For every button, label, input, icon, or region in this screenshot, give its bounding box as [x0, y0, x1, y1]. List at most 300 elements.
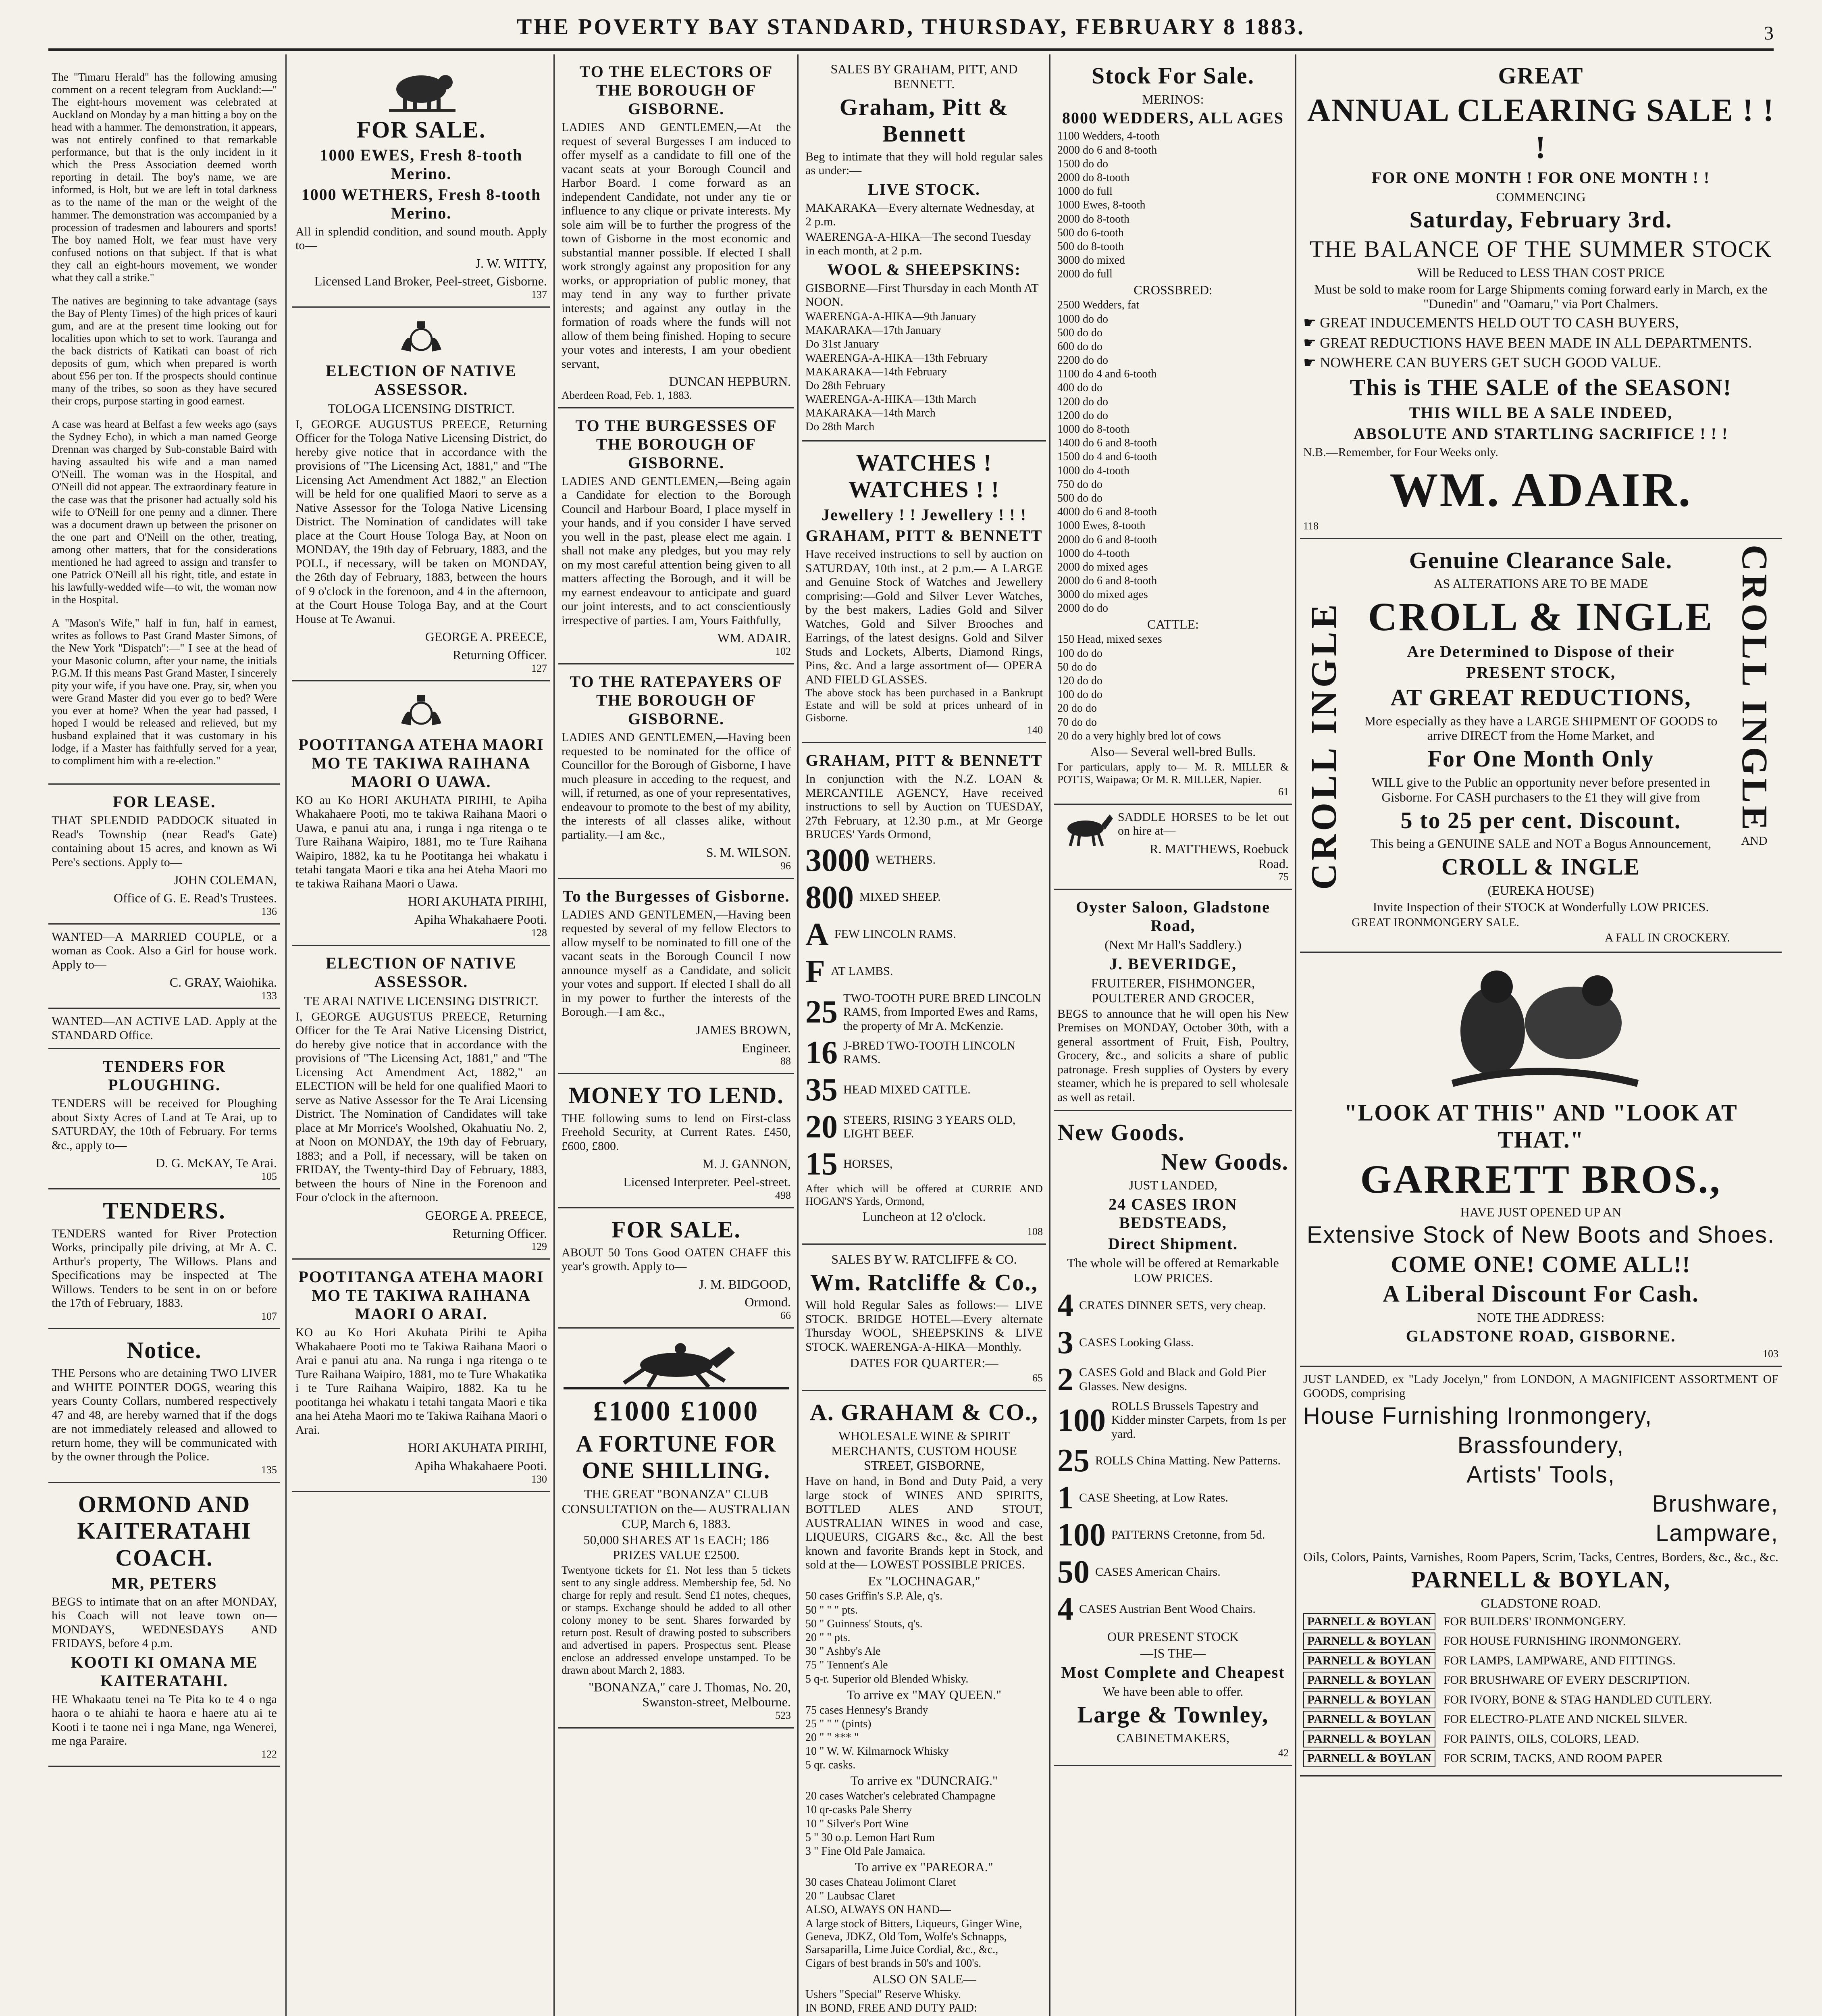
present-stock: OUR PRESENT STOCK [1107, 1629, 1239, 1644]
ad-body: Have received instructions to sell by auction on SATURDAY, 10th inst., at 2 p.m.— A LARGE and Genuine Stock of Watches and Jewellery comprising:—Gold and Silver Lever Watches, by the best makers, Ladies Gold and Silver Watches, Gold and Silver Brooches and Earrings, of the latest designs. Gold and Silver Studs and Lockets, Alberts, Diamond Rings, Pins, &c. And a large assortment of— OPERA AND FIELD GLASSES. [805, 548, 1043, 686]
eureka-house: (EUREKA HOUSE) [1487, 883, 1594, 898]
ad-signature: D. G. McKAY, Te Arai. [155, 1156, 277, 1170]
must-sell: Must be sold to make room for Large Shipments coming forward early in March, ex the "Dunedin" and "Oamaru," via Port Chalmers. [1314, 281, 1768, 311]
ad-subsignature: Returning Officer. [452, 1226, 547, 1241]
stock-line: 2000 do 8-tooth [1057, 171, 1129, 184]
stock-line: 1000 Ewes, 8-tooth [1057, 199, 1146, 212]
sale-schedule: WAERENGA-A-HIKA—The second Tuesday in each month, at 2 p.m. [805, 230, 1031, 258]
pb-name-box: PARNELL & BOYLAN [1303, 1613, 1435, 1631]
one-month: FOR ONE MONTH ! FOR ONE MONTH ! ! [1371, 168, 1710, 187]
lot-row [1057, 1324, 1289, 1361]
crockery-fall: A FALL IN CROCKERY. [1604, 931, 1730, 944]
ad-ratcliffe [802, 1245, 1046, 1391]
ad-subheading: (Next Mr Hall's Saddlery.) [1104, 937, 1242, 952]
stock-line: 1100 do 4 and 6-tooth [1057, 368, 1157, 381]
pb-name-box: PARNELL & BOYLAN [1303, 1633, 1435, 1650]
brassfoundery: Brassfoundery, [1457, 1432, 1624, 1458]
stock-line: 4000 do 6 and 8-tooth [1057, 506, 1157, 519]
shipment-line: 20 " Laubsac Claret [805, 1890, 895, 1903]
royal-crest-icon [397, 691, 445, 731]
pb-name-box: PARNELL & BOYLAN [1303, 1652, 1435, 1670]
ad-body: BEGS to announce that he will open his New Premises on MONDAY, October 30th, with a general assortment of Fruit, Fish, Poultry, Grocery, &c., and solicits a share of public patronage. Fresh supplies of Oysters by every steamer, which he is prepared to sell wholesale as well as retail. [1057, 1007, 1289, 1104]
sale-schedule: MAKARAKA—Every alternate Wednesday, at 2 p.m. [805, 201, 1035, 229]
ad-heading: ELECTION OF NATIVE ASSESSOR. [326, 954, 517, 991]
ad-nz-loan-auction [802, 743, 1046, 1245]
alterations: AS ALTERATIONS ARE TO BE MADE [1433, 576, 1648, 591]
determined: Are Determined to Dispose of their [1407, 642, 1675, 660]
ad-heading: TO THE BURGESSES OF THE BOROUGH OF GISBORNE. [575, 416, 777, 472]
ad-top-label: SALES BY W. RATCLIFFE & CO. [831, 1252, 1017, 1266]
lot-number: 16 [805, 1035, 838, 1071]
cattle-heading: CATTLE: [1147, 616, 1199, 631]
pb-item-row [1303, 1711, 1778, 1728]
column-rule [285, 54, 287, 2016]
fortune-amount: £1000 £1000 [593, 1396, 759, 1427]
shipment-line: 50 cases Griffin's S.P. Ale, q's. [805, 1590, 943, 1603]
ad-electors-hepburn [558, 54, 794, 408]
ad-stock-for-sale [1054, 54, 1292, 805]
stock-line: 600 do do [1057, 340, 1102, 353]
stock-line: 70 do do [1057, 716, 1097, 729]
shipment-line: 5 q-r. Superior old Blended Whisky. [805, 1672, 969, 1685]
ad-heading: New Goods. [1057, 1119, 1185, 1146]
pointing-hand-icon: ☛ [1303, 334, 1320, 351]
shipment-line: 20 cases Watcher's celebrated Champagne [805, 1790, 996, 1803]
able-to-offer: We have been able to offer. [1102, 1684, 1244, 1699]
stock-line: 2000 do do [1057, 602, 1108, 615]
stock-line: 1200 do do [1057, 409, 1108, 422]
lot-description: AT LAMBS. [830, 964, 893, 978]
ad-number: 102 [775, 646, 791, 658]
auctioneer-name: GRAHAM, PITT & BENNETT [805, 527, 1043, 545]
lot-number: 25 [1057, 1443, 1090, 1479]
garrett-name: GARRETT BROS., [1360, 1156, 1722, 1202]
pb-item-row [1303, 1633, 1778, 1650]
liberal-discount: A Liberal Discount For Cash. [1383, 1280, 1699, 1307]
sale-date: Do 28th March [805, 421, 875, 433]
ad-maori-election-arai [292, 1260, 550, 1492]
luncheon-note: Luncheon at 12 o'clock. [862, 1209, 986, 1224]
ad-note: After which will be offered at CURRIE AND HOGAN'S Yards, Ormond, [805, 1183, 1043, 1208]
ad-subsignature: Apiha Whakahaere Pooti. [414, 912, 547, 927]
ad-heading: FOR LEASE. [112, 793, 216, 811]
lot-number: 50 [1057, 1554, 1090, 1590]
column-3 [558, 54, 794, 2016]
lot-number: 100 [1057, 1517, 1106, 1553]
stock-line: 1100 Wedders, 4-tooth [1057, 130, 1160, 143]
ad-sheep-for-sale [292, 54, 550, 308]
article-kauri-gum: The natives are beginning to take advantage (says the Bay of Plenty Times) of the high prices of kauri gum, and are at the present time looking out for localities upon which to set to work. Tauranga and the back districts of Katikati can boast of rich deposits of gum, which when prepared is worth about £56 per ton. If the prospects should continue many of the tribes, so soon as they have secured their crops, purpose starting in good earnest. [52, 294, 277, 407]
stock-line: 1200 do do [1057, 395, 1108, 408]
ad-heading: ANNUAL CLEARING SALE ! ! ! [1307, 92, 1775, 165]
ad-body: I, GEORGE AUGUSTUS PREECE, Returning Officer for the Tologa Native Licensing District, do hereby give notice that in accordance with the provisions of "The Licensing Act, 1881," and "The Licensing Act Amendment Act 1882," an Election will be held for one qualified Maori to serve as a Native Assessor for the Tologa Native Licensing District. The Nomination of candidates will take place at the Court House Tologa Bay, at Noon on MONDAY, the 19th day of February, 1883, and the POLL, if necessary, will be taken on MONDAY, the 26th day of February, 1883, between the hours of 9 o'clock in the forenoon, and 4 in the afternoon, at the Court House Tologa Bay, and at the Court House at Te Awanui. [295, 417, 547, 626]
low-prices: The whole will be offered at Remarkable LOW PRICES. [1067, 1256, 1279, 1285]
lot-row [1057, 1287, 1289, 1324]
ad-croll-ingle [1300, 539, 1782, 953]
lot-description: CASES Gold and Black and Gold Pier Glasses. New designs. [1079, 1366, 1266, 1393]
lot-row [805, 1145, 1043, 1183]
ad-heading: WATCHES ! WATCHES ! ! [848, 449, 1000, 503]
ad-body: KO au Ko HORI AKUHATA PIRIHI, te Apiha Whakahaere Pooti, mo te takiwa Raihana Maori o Uawa, e panui atu ana, i runga i nga ritenga o te Ture Raihana Waipiro, 1881, mo te Ture Raihana Waipiro, 1882, ka tu he Pootitanga hei whakatu i tetahi tangata Maori e tika ana hei Ateha Maori mo te takiwa Raihana Maori o Uawa. [295, 793, 547, 890]
pb-item-row [1303, 1613, 1778, 1631]
lot-description: ROLLS China Matting. New Patterns. [1095, 1454, 1281, 1468]
shipment-line: 25 " " " (pints) [805, 1717, 871, 1730]
ad-heading: Genuine Clearance Sale. [1409, 547, 1673, 573]
pb-item-row [1303, 1691, 1778, 1709]
auction-lots [805, 842, 1043, 1183]
shipment-line: 5 qr. casks. [805, 1759, 856, 1772]
ad-body: Twentyone tickets for £1. Not less than 5 tickets sent to any single address. Membership fee, 5d. No charge for reply and result. Send £1 notes, cheques, or stamps. Exchange should be added to all other colony money to be sent. Shares forwarded by return post. Result of drawing posted to subscribers and advertised in papers. Prospectus sent. Please enclose an addressed envelope unstamped. To be drawn about March 2, 1883. [562, 1564, 791, 1677]
stock-line: 100 do do [1057, 688, 1102, 701]
direct-shipment: Direct Shipment. [1108, 1235, 1238, 1253]
cattle-also: Also— Several well-bred Bulls. [1090, 744, 1256, 759]
shipment-line: 3 " Fine Old Pale Jamaica. [805, 1845, 926, 1858]
look-at-this: "LOOK AT THIS" AND "LOOK AT THAT." [1344, 1100, 1738, 1153]
ad-heading: Stock For Sale. [1091, 62, 1255, 89]
stock-line: 1000 Ewes, 8-tooth [1057, 519, 1146, 532]
shipment-line: 5 " 30 o.p. Lemon Hart Rum [805, 1831, 935, 1844]
masthead [48, 10, 1774, 51]
absolute-sacrifice: ABSOLUTE AND STARTLING SACRIFICE ! ! ! [1353, 425, 1728, 443]
ad-subsignature: Office of G. E. Read's Trustees. [113, 891, 277, 906]
pb-item-text: FOR BUILDERS' IRONMONGERY. [1443, 1614, 1626, 1628]
pb-item-text: FOR PAINTS, OILS, COLORS, LEAD. [1443, 1732, 1639, 1745]
ad-subsignature: Ormond. [745, 1295, 791, 1310]
column-rule [797, 54, 799, 2016]
shipment-line: 75 " Tennent's Ale [805, 1659, 888, 1672]
horse-icon [1057, 810, 1114, 847]
ad-money-to-lend [558, 1074, 794, 1208]
lot-description: CASE Sheeting, at Low Rates. [1079, 1491, 1228, 1505]
lot-row [1057, 1361, 1289, 1398]
ad-chaff-for-sale [558, 1208, 794, 1329]
ad-number: 105 [261, 1170, 277, 1182]
pb-item-text: FOR BRUSHWARE OF EVERY DESCRIPTION. [1443, 1673, 1690, 1687]
ad-top-label: SALES BY GRAHAM, PITT, AND BENNETT. [830, 62, 1018, 91]
ad-name: MR, PETERS [111, 1574, 217, 1592]
address: GLADSTONE ROAD, GISBORNE. [1406, 1327, 1676, 1345]
stock-line: 750 do do [1057, 478, 1102, 491]
shipment-list [805, 1876, 1043, 1970]
ad-number: 122 [261, 1748, 277, 1760]
ad-subsignature: Aberdeen Road, Feb. 1, 1883. [562, 389, 692, 401]
cattle-list [1057, 633, 1289, 743]
stock-line: 500 do 6-tooth [1057, 226, 1124, 239]
ad-ratepayers-wilson [558, 664, 794, 879]
reductions: AT GREAT REDUCTIONS, [1390, 684, 1691, 710]
lot-row [805, 879, 1043, 916]
ad-heading: A FORTUNE FOR ONE SHILLING. [576, 1430, 777, 1484]
lot-number: 100 [1057, 1402, 1106, 1438]
ad-number: 130 [531, 1473, 547, 1485]
lot-description: MIXED SHEEP. [859, 890, 941, 904]
ad-saddle-horses [1054, 805, 1292, 890]
lot-number: 1 [1057, 1480, 1073, 1516]
ad-signature: "BONANZA," care J. Thomas, No. 20, Swanston-street, Melbourne. [589, 1680, 791, 1710]
ad-subsignature: Apiha Whakahaere Pooti. [414, 1458, 547, 1473]
goods-list [1057, 1287, 1289, 1628]
ad-number: 96 [780, 860, 791, 872]
lot-row [805, 990, 1043, 1035]
pb-item-row [1303, 1652, 1778, 1670]
cherubs-illustration [1436, 962, 1646, 1095]
shipment-line: 10 " Silver's Port Wine [805, 1817, 909, 1830]
pb-item-text: FOR LAMPS, LAMPWARE, AND FITTINGS. [1443, 1654, 1676, 1667]
sale-date: WAERENGA-A-HIKA—13th February [805, 352, 988, 364]
artists-tools: Artists' Tools, [1466, 1461, 1615, 1488]
ad-heading: ELECTION OF NATIVE ASSESSOR. [326, 362, 517, 399]
extensive-stock: Extensive Stock of New Boots and Shoes. [1306, 1222, 1775, 1248]
croll-ingle-name: CROLL & INGLE [1368, 594, 1714, 639]
ad-signature: DUNCAN HEPBURN. [669, 374, 791, 389]
fortune-shares: 50,000 SHARES AT 1s EACH; 186 PRIZES VALUE £2500. [583, 1533, 769, 1562]
ad-trades: FRUITERER, FISHMONGER, POULTERER AND GROCER, [1091, 976, 1255, 1005]
page-number: 3 [1764, 23, 1774, 44]
ad-subheading: Jewellery ! ! Jewellery ! ! ! [822, 506, 1027, 524]
ad-body: KO au Ko Hori Akuhata Pirihi te Apiha Whakahaere Pooti mo te Takiwa Raihana Maori o Arai e panui atu ana. Na runga i nga ritenga o te Ture Raihana Waipiro, 1881, mo te Ture Whakatika i te Ture Raihana Waipiro, 1882. Ka tu he pootitanga hei whakatu i tetahi tangata Maori e tika ana hei Ateha Maori mo te Takiwa Raihana Maori o Arai. [295, 1326, 547, 1437]
royal-crest-icon [397, 317, 445, 358]
stock-line: 1000 do 4-tooth [1057, 464, 1129, 477]
croll-ingle-name: CROLL & INGLE [1441, 854, 1641, 880]
shipment-heading: To arrive ex "MAY QUEEN." [847, 1687, 1002, 1702]
ad-number: 107 [261, 1310, 277, 1322]
pb-item-text: FOR SCRIM, TACKS, AND ROOM PAPER [1443, 1752, 1663, 1765]
ad-body: Will hold Regular Sales as follows:— LIVE STOCK. BRIDGE HOTEL—Every alternate Thursday WOOL, SHEEPSKINS & LIVE STOCK. WAERENGA-A-HIKA—Monthly. [805, 1298, 1043, 1354]
ad-signature: J. M. BIDGOOD, [699, 1277, 791, 1291]
bedsteads-line: 24 CASES IRON BEDSTEADS, [1109, 1195, 1238, 1232]
livestock-heading: LIVE STOCK. [867, 180, 981, 198]
crossbred-heading: CROSSBRED: [1134, 282, 1213, 297]
pb-item-text: FOR IVORY, BONE & STAG HANDLED CUTLERY. [1443, 1693, 1712, 1706]
article-belfast: A case was heard at Belfast a few weeks ago (says the Sydney Echo), in which a man named George Drennan was charged by Sub-constable Baird with having assaulted his wife and a man named O'Neill. The woman was in the Hospital, and O'Neill did not appear. The extraordinary feature in the case was that the prisoner had actually sold his wife to O'Neill for one penny and a dinner. There was a document drawn up between the prisoner on the one part and O'Neill on the other, treating, among other matters, that for the considerations mentioned he had agreed to assign and transfer to one Patrick O'Neill all his right, title, and estate in his lawfully-wedded wife—to wit, the woman now in the Hospital. [52, 418, 277, 606]
ad-heading: POOTITANGA ATEHA MAORI MO TE TAKIWA RAIHANA MAORI O UAWA. [298, 735, 544, 791]
stock-line: 1500 do 4 and 6-tooth [1057, 450, 1157, 463]
ad-body: THAT SPLENDID PADDOCK situated in Read's Township (near Read's Gate) containing about 15 acres, and known as Wi Pere's sections. Apply to— [52, 814, 277, 869]
stock-line: 2200 do do [1057, 354, 1108, 367]
ad-signature: GEORGE A. PREECE, [425, 629, 547, 644]
ad-body: SADDLE HORSES to be let out on hire at— [1118, 810, 1289, 838]
ad-heading: TENDERS FOR PLOUGHING. [102, 1057, 226, 1094]
column-2 [292, 54, 550, 2016]
shipment-line: 75 cases Hennesy's Brandy [805, 1704, 928, 1716]
inducement-item [1303, 314, 1778, 331]
lot-description: PATTERNS Cretonne, from 5d. [1111, 1528, 1265, 1542]
adair-name: WM. ADAIR. [1389, 462, 1692, 516]
ad-heading: Graham, Pitt & Bennett [839, 94, 1009, 147]
pb-item-row [1303, 1731, 1778, 1748]
cattle-apply: For particulars, apply to— M. R. MILLER & POTTS, Waipawa; Or M. R. MILLER, Napier. [1057, 760, 1289, 785]
stock-line: 400 do do [1057, 381, 1102, 394]
ad-subheading: TE ARAI NATIVE LICENSING DISTRICT. [304, 993, 539, 1008]
ad-wanted-couple [48, 925, 280, 1009]
lot-description: CASES Austrian Bent Wood Chairs. [1079, 1602, 1256, 1616]
ad-heading: To the Burgesses of Gisborne. [562, 887, 790, 905]
ad-notice [48, 1329, 280, 1483]
will-give: WILL give to the Public an opportunity never before presented in Gisborne. For CASH purchasers to the £1 they will give from [1371, 775, 1710, 804]
ad-a-graham [802, 1391, 1046, 2016]
stock-line: 150 Head, mixed sexes [1057, 633, 1162, 646]
this-is-sale: This is THE SALE of the SEASON! [1350, 374, 1732, 401]
ad-subheading: WHOLESALE WINE & SPIRIT MERCHANTS, CUSTOM HOUSE STREET, GISBORNE, [831, 1428, 1017, 1473]
ad-subheading: THE GREAT "BONANZA" CLUB CONSULTATION on the— AUSTRALIAN CUP, March 6, 1883. [562, 1486, 791, 1531]
ad-body: LADIES AND GENTLEMEN,—Having been requested by several of my fellow Electors to allow myself to be nominated to fill one of the vacant seats in the Borough Council I now announce myself as a Candidate, and solicit your votes and support. If elected I shall do all in my power to further the interests of the Borough.—I am &c., [562, 908, 791, 1019]
stock-line: 2000 do 8-tooth [1057, 212, 1129, 225]
lot-row [805, 1034, 1043, 1071]
lot-number: 2 [1057, 1362, 1073, 1397]
stock-line: 3000 do mixed ages [1057, 588, 1148, 601]
ad-number: 129 [531, 1241, 547, 1253]
discount: 5 to 25 per cent. Discount. [1400, 807, 1681, 833]
ad-subsignature: Engineer. [742, 1040, 791, 1055]
ad-number: 88 [780, 1055, 791, 1067]
pb-item-row [1303, 1672, 1778, 1689]
stock-line: 2000 do full [1057, 268, 1113, 281]
and-label: AND [1741, 834, 1768, 848]
column-rule [553, 54, 555, 2016]
complete-cheapest: Most Complete and Cheapest [1061, 1663, 1285, 1681]
ad-signature: S. M. WILSON. [706, 845, 791, 860]
iron-sale: GREAT IRONMONGERY SALE. [1352, 916, 1519, 929]
ad-tenders-ploughing [48, 1049, 280, 1189]
shipment-note: More especially as they have a LARGE SHIPMENT OF GOODS to arrive DIRECT from the Home Market, and [1364, 713, 1718, 743]
stock-line: 1000 do do [1057, 312, 1108, 325]
lot-row [1057, 1591, 1289, 1628]
lot-row [1057, 1554, 1289, 1591]
ad-number: 61 [1278, 785, 1289, 798]
ad-tenders [48, 1189, 280, 1329]
ad-body: In conjunction with the N.Z. LOAN & MERCANTILE AGENCY, Have received instructions to sell by Auction on TUESDAY, 27th February, at 12.30 p.m., at Mr George BRUCES' Yards Ormond, [805, 772, 1043, 841]
shipment-heading: Ex "LOCHNAGAR," [868, 1573, 980, 1588]
cabinetmakers: CABINETMAKERS, [1116, 1731, 1229, 1745]
merinos-heading: MERINOS: [1142, 92, 1204, 106]
just-landed: JUST LANDED, [1129, 1178, 1217, 1193]
ad-body: ABOUT 50 Tons Good OATEN CHAFF this year's growth. Apply to— [562, 1245, 791, 1273]
lot-number: 25 [805, 994, 838, 1030]
crossbred-list [1057, 299, 1289, 615]
shipment-line: 30 cases Chateau Jolimont Claret [805, 1876, 956, 1889]
ad-body: LADIES AND GENTLEMEN,—Being again a Candidate for election to the Borough Council and Harbour Board, I place myself in your hands, and if you consider I have served you well in the past, please elect me again. I shall not make any pledges, but you may rely on my most careful attention being given to all matters affecting the Borough, and it will be my earnest endeavour to anticipate and guard our joint interests, and to act conscientiously irrespective of parties. I am, Yours Faithfully, [562, 474, 791, 627]
ad-body: All in splendid condition, and sound mouth. Apply to— [295, 225, 547, 252]
lot-number: 3000 [805, 842, 870, 878]
ad-body-maori: HE Whakaatu tenei na Te Pita ko te 4 o nga haora o te ahiahi te haora e haere atu ai te Kooti i te taone nei i nga Mane, nga Wenerei, me nga Paraire. [52, 1692, 277, 1748]
ad-wanted-lad [48, 1009, 280, 1049]
sale-date: Do 28th February [805, 379, 886, 392]
stock-line: 1000 do 8-tooth [1057, 423, 1129, 436]
ad-signature: R. MATTHEWS, Roebuck Road. [1150, 841, 1289, 871]
ad-election-tologa [292, 308, 550, 681]
ad-body: THE Persons who are detaining TWO LIVER and WHITE POINTER DOGS, wearing this years County Collars, numbered respectively 47 and 48, are hereby warned that if the dogs are not immediately released and allowed to return home, they will be communicated with by the owner through the Police. [52, 1366, 277, 1464]
stock-line: 2500 Wedders, fat [1057, 299, 1140, 312]
merinos-list [1057, 130, 1289, 281]
ad-heading: Notice. [127, 1337, 202, 1364]
ad-number: 498 [775, 1189, 791, 1201]
ad-number: 103 [1763, 1348, 1778, 1360]
ad-signature: C. GRAY, Waiohika. [169, 975, 277, 990]
ad-number: 75 [1278, 871, 1289, 883]
croll-ingle-side-left: CROLL INGLE [1304, 601, 1344, 890]
inducement-item [1303, 354, 1778, 371]
ad-body: Beg to intimate that they will hold regular sales as under:— [805, 150, 1043, 177]
ad-heading: New Goods. [1161, 1148, 1289, 1175]
ad-maori-election-uawa [292, 681, 550, 946]
pb-name-box: PARNELL & BOYLAN [1303, 1711, 1435, 1728]
lot-description: J-BRED TWO-TOOTH LINCOLN RAMS. [843, 1039, 1016, 1066]
commencing: COMMENCING [1496, 189, 1586, 204]
lot-number: 800 [805, 879, 854, 915]
ad-signature: GEORGE A. PREECE, [425, 1208, 547, 1223]
lampware: Lampware, [1656, 1520, 1778, 1546]
lot-description: FEW LINCOLN RAMS. [834, 927, 956, 941]
ad-signature: HORI AKUHATA PIRIHI, [408, 1440, 547, 1455]
inducement-text: NOWHERE CAN BUYERS GET SUCH GOOD VALUE. [1320, 354, 1662, 371]
lot-description: ROLLS Brussels Tapestry and Kidder minster Carpets, from 1s per yard. [1111, 1399, 1286, 1441]
stock-big-line: 8000 WEDDERS, ALL AGES [1062, 109, 1284, 127]
ad-signature: WM. ADAIR. [717, 631, 791, 646]
racehorse-illustration [564, 1337, 789, 1393]
shipment-line: A large stock of Bitters, Liqueurs, Ginger Wine, Geneva, JDKZ, Old Tom, Wolfe's Schnapps, Sarsaparilla, Lime Juice Cordial, &c., &c., [805, 1917, 1022, 1956]
stock-line: 1400 do 6 and 8-tooth [1057, 437, 1157, 450]
ad-heading: ORMOND AND KAITERATAHI COACH. [77, 1491, 252, 1571]
stock-line: 2000 do mixed ages [1057, 560, 1148, 573]
ad-heading-maori: KOOTI KI OMANA ME KAITERATAHI. [71, 1653, 258, 1690]
lot-description: CASES American Chairs. [1095, 1565, 1221, 1579]
stock-line: 2000 do 6 and 8-tooth [1057, 533, 1157, 546]
auctioneer-name: GRAHAM, PITT & BENNETT [805, 751, 1043, 770]
lot-row [1057, 1398, 1289, 1443]
ad-parnell-boylan [1300, 1367, 1782, 1776]
ad-heading: MONEY TO LEND. [568, 1082, 784, 1109]
lot-row [1057, 1479, 1289, 1516]
ad-heading: TENDERS. [103, 1197, 226, 1224]
ad-number: 523 [775, 1709, 791, 1721]
opened: HAVE JUST OPENED UP AN [1460, 1204, 1622, 1219]
column-4 [802, 54, 1046, 2016]
ad-oyster-saloon [1054, 890, 1292, 1111]
sale-date: Do 31st January [805, 338, 879, 351]
shipment-line: IN BOND, FREE AND DUTY PAID: [805, 2002, 977, 2015]
lot-number: 4 [1057, 1591, 1073, 1627]
stock-line: 1000 do 4-tooth [1057, 547, 1129, 560]
ram-illustration [385, 64, 458, 112]
genuine-note: This being a GENUINE SALE and NOT a Bogus Announcement, [1370, 836, 1712, 851]
invite: Invite Inspection of their STOCK at Wonderfully LOW PRICES. [1373, 899, 1709, 914]
ad-number: 118 [1303, 520, 1319, 532]
shipment-line: 50 " " " pts. [805, 1604, 858, 1616]
ad-number: 66 [780, 1310, 791, 1322]
ad-heading: TO THE ELECTORS OF THE BOROUGH OF GISBORNE. [579, 62, 773, 118]
news-items [48, 54, 280, 785]
ad-heading: POOTITANGA ATEHA MAORI MO TE TAKIWA RAIHANA MAORI O ARAI. [298, 1268, 544, 1323]
lot-description: CRATES DINNER SETS, very cheap. [1079, 1298, 1266, 1312]
ad-note: The above stock has been purchased in a Bankrupt Estate and will be sold at prices unheard of in Gisborne. [805, 687, 1043, 724]
pb-name-box: PARNELL & BOYLAN [1303, 1691, 1435, 1709]
ad-body: WANTED—AN ACTIVE LAD. Apply at the STANDARD Office. [52, 1014, 277, 1042]
saturday-date: Saturday, February 3rd. [1409, 206, 1672, 233]
ad-election-te-arai [292, 946, 550, 1260]
shipment-list [805, 1704, 1043, 1772]
shipment-line: 30 " Ashby's Ale [805, 1645, 881, 1658]
stock-line: 500 do 8-tooth [1057, 240, 1124, 253]
ad-gpb-sales [802, 54, 1046, 442]
ad-annual-clearing-sale [1300, 54, 1782, 539]
ad-heading: A. GRAHAM & CO., [810, 1399, 1038, 1426]
ad-garrett-bros [1300, 953, 1782, 1367]
wool-heading: WOOL & SHEEPSKINS: [827, 260, 1021, 279]
gladstone-road: GLADSTONE ROAD. [1481, 1596, 1601, 1611]
ad-number: 65 [1032, 1372, 1043, 1384]
shipment-list [805, 1988, 1043, 2016]
sale-schedule: GISBORNE—First Thursday in each Month AT NOON. [805, 281, 1039, 309]
